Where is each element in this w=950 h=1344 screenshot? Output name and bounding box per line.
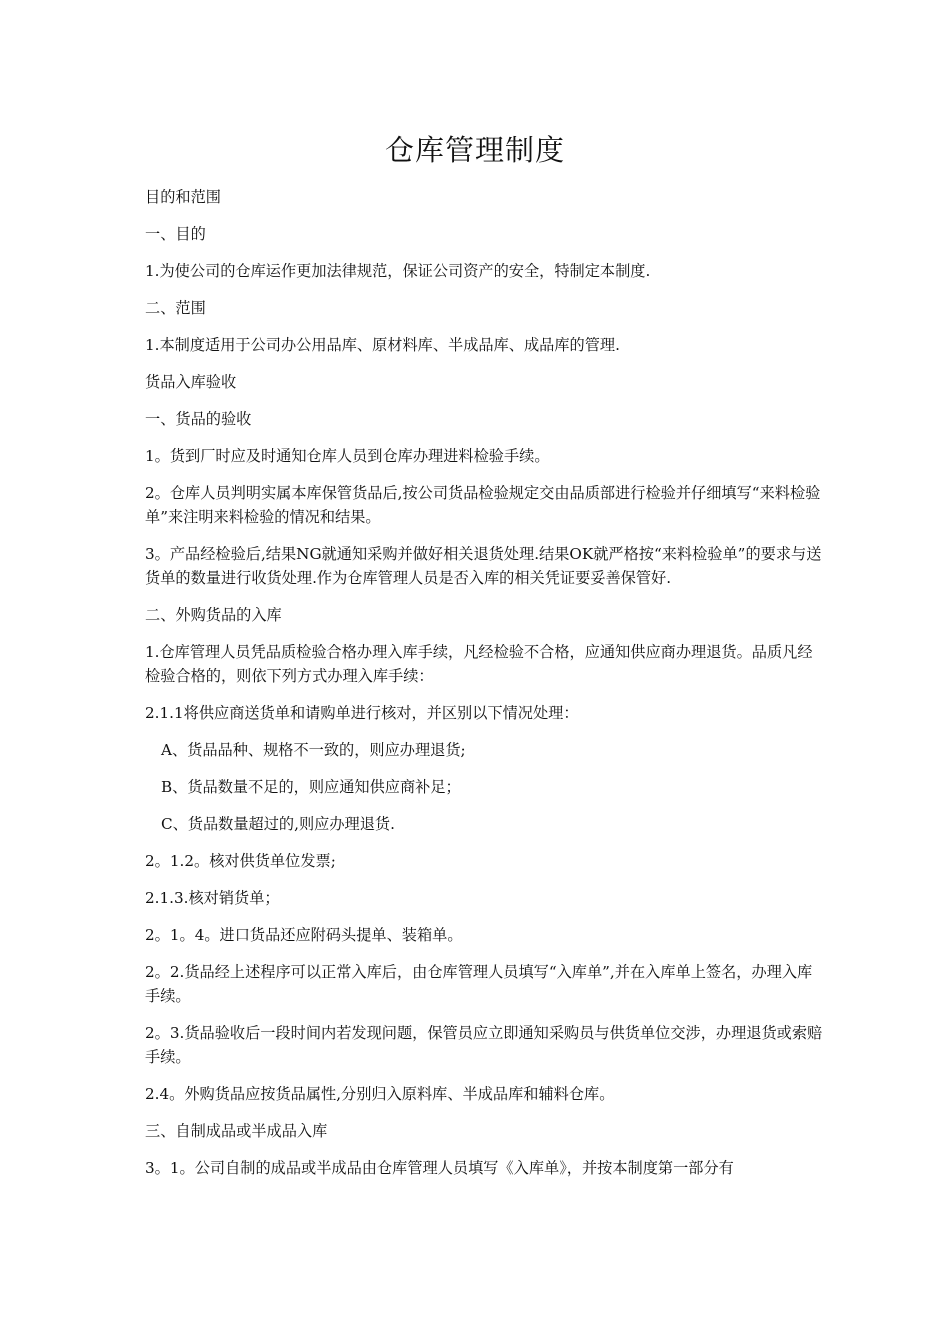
paragraph: 2。2.货品经上述程序可以正常入库后，由仓库管理人员填写“入库单”,并在入库单上签名，办理入库手续。	[145, 963, 813, 1005]
section-heading: 目的和范围	[145, 188, 221, 206]
paragraph: 2。1。4。进口货品还应附码头提单、装箱单。	[145, 926, 463, 944]
paragraph: 1。货到厂时应及时通知仓库人员到仓库办理进料检验手续。	[145, 447, 550, 465]
subsection-heading: 二、范围	[145, 299, 206, 317]
paragraph: 2。1.2。核对供货单位发票;	[145, 852, 336, 870]
paragraph: 2.4。外购货品应按货品属性,分别归入原料库、半成品库和辅料仓库。	[145, 1085, 615, 1103]
paragraph: 2.1.3.核对销货单；	[145, 889, 280, 907]
document-body	[145, 185, 825, 1193]
paragraph: 1.本制度适用于公司办公用品库、原材料库、半成品库、成品库的管理.	[145, 336, 620, 354]
subsection-heading: 三、自制成品或半成品入库	[145, 1122, 328, 1140]
document-title: 仓库管理制度	[384, 133, 565, 167]
paragraph: 1.为使公司的仓库运作更加法律规范，保证公司资产的安全，特制定本制度.	[145, 262, 651, 280]
list-item: A、货品品种、规格不一致的，则应办理退货;	[161, 741, 466, 759]
paragraph: 2。3.货品验收后一段时间内若发现问题，保管员应立即通知采购员与供货单位交涉，办理退货或索赔手续。	[145, 1024, 823, 1066]
subsection-heading: 二、外购货品的入库	[145, 606, 282, 624]
paragraph: 2。仓库人员判明实属本库保管货品后,按公司货品检验规定交由品质部进行检验并仔细填写“来料检验单”来注明来料检验的情况和结果。	[145, 484, 821, 526]
section-heading: 货品入库验收	[145, 373, 237, 391]
list-item: C、货品数量超过的,则应办理退货.	[161, 815, 395, 833]
paragraph: 3。产品经检验后,结果NG就通知采购并做好相关退货处理.结果OK就严格按“来料检验单”的要求与送货单的数量进行收货处理.作为仓库管理人员是否入库的相关凭证要妥善保管好.	[145, 545, 822, 587]
subsection-heading: 一、货品的验收	[145, 410, 252, 428]
paragraph: 3。1。公司自制的成品或半成品由仓库管理人员填写《入库单》，并按本制度第一部分有	[145, 1159, 734, 1177]
paragraph: 1.仓库管理人员凭品质检验合格办理入库手续，凡经检验不合格，应通知供应商办理退货。品质凡经检验合格的，则依下列方式办理入库手续：	[145, 643, 813, 685]
paragraph: 2.1.1将供应商送货单和请购单进行核对，并区别以下情况处理：	[145, 704, 579, 722]
subsection-heading: 一、目的	[145, 225, 206, 243]
list-item: B、货品数量不足的，则应通知供应商补足；	[161, 778, 461, 796]
